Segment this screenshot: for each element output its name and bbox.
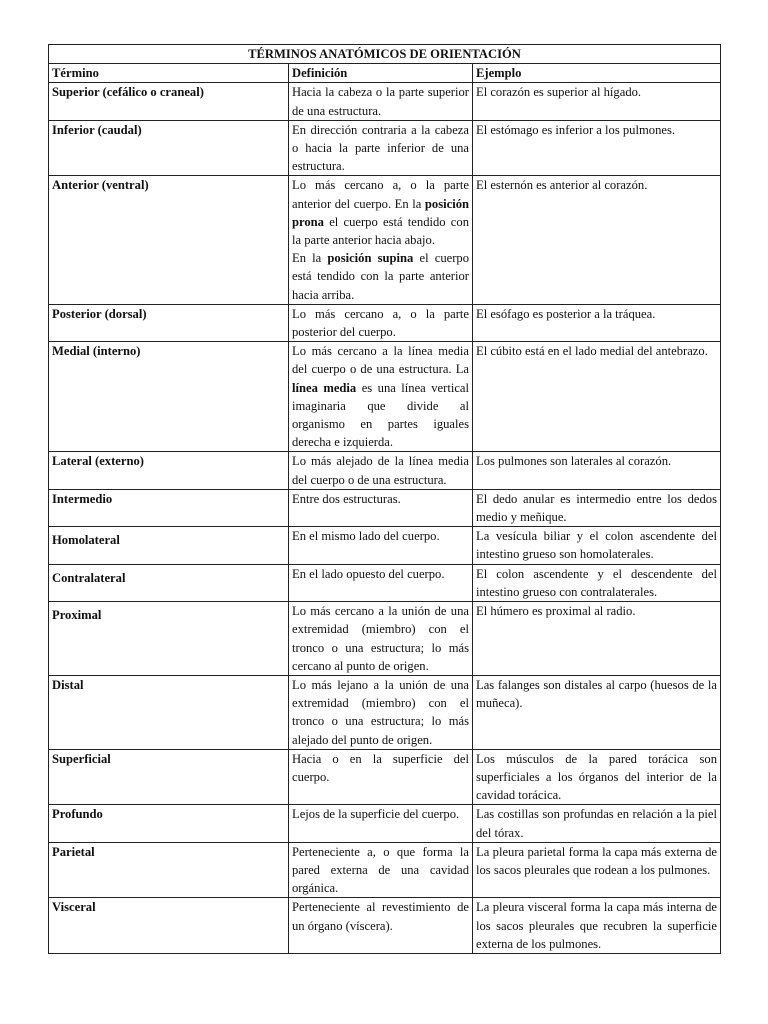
table-row	[49, 527, 721, 564]
definition-text: Lo más lejano a la unión de una extremidad (miembro) con el tronco o una estructura; lo más alejado del punto de origen.	[292, 677, 469, 747]
example-cell: Los músculos de la pared torácica son superficiales a los órganos del interior de la cavidad torácica.	[473, 749, 721, 805]
definition-text: el cuerpo está tendido con la parte anterior hacia abajo.	[292, 214, 469, 248]
example-cell: El húmero es proximal al radio.	[473, 602, 721, 676]
table-row	[49, 805, 721, 842]
definition-text: Lo más alejado de la línea media del cuerpo o de una estructura.	[292, 454, 469, 487]
definition-text: En el lado opuesto del cuerpo.	[292, 566, 445, 581]
definition-text: Lejos de la superficie del cuerpo.	[292, 807, 460, 822]
table-row	[49, 342, 721, 452]
table-row	[49, 452, 721, 489]
term-cell: Intermedio	[49, 489, 289, 526]
table-row	[49, 564, 721, 601]
definition-cell	[289, 83, 473, 120]
definition-cell	[289, 564, 473, 601]
example-cell: La pleura parietal forma la capa más externa de los sacos pleurales que rodean a los pulmones.	[473, 842, 721, 898]
definition-cell	[289, 176, 473, 304]
table-row	[49, 749, 721, 805]
example-cell: Los pulmones son laterales al corazón.	[473, 452, 721, 489]
term-cell: Proximal	[49, 602, 289, 676]
table-title-row	[49, 45, 721, 64]
term-cell: Posterior (dorsal)	[49, 304, 289, 341]
definition-cell	[289, 749, 473, 805]
table-body	[49, 83, 721, 954]
definition-text: Hacia o en la superficie del cuerpo.	[292, 751, 469, 784]
example-cell: Las costillas son profundas en relación a la piel del tórax.	[473, 805, 721, 842]
definition-cell	[289, 842, 473, 898]
header-term: Término	[49, 64, 289, 83]
term-cell: Medial (interno)	[49, 342, 289, 452]
table-row	[49, 489, 721, 526]
example-cell: El esófago es posterior a la tráquea.	[473, 304, 721, 341]
table-row	[49, 304, 721, 341]
definition-cell	[289, 120, 473, 176]
table-row	[49, 83, 721, 120]
definition-cell	[289, 675, 473, 749]
definition-bold-text: posición prona	[292, 196, 469, 229]
definition-cell	[289, 898, 473, 954]
header-example: Ejemplo	[473, 64, 721, 83]
definition-cell	[289, 602, 473, 676]
term-cell: Superficial	[49, 749, 289, 805]
definition-text: Hacia la cabeza o la parte superior de una estructura.	[292, 85, 469, 118]
table-title: TÉRMINOS ANATÓMICOS DE ORIENTACIÓN	[49, 45, 721, 64]
example-cell: El corazón es superior al hígado.	[473, 83, 721, 120]
term-cell: Homolateral	[49, 527, 289, 564]
example-cell: La pleura visceral forma la capa más interna de los sacos pleurales que recubren la superficie externa de los pulmones.	[473, 898, 721, 954]
definition-bold-text: posición supina	[327, 251, 414, 266]
table-row	[49, 675, 721, 749]
definition-text: Lo más cercano a, o la parte posterior del cuerpo.	[292, 306, 469, 340]
term-cell: Anterior (ventral)	[49, 176, 289, 304]
definition-text: el cuerpo está tendido con la parte anterior hacia arriba.	[292, 251, 469, 302]
definition-text: Lo más cercano a la unión de una extremidad (miembro) con el tronco o una estructura; lo más cercano al punto de origen.	[292, 604, 469, 673]
example-cell: La vesícula biliar y el colon ascendente del intestino grueso son homolaterales.	[473, 527, 721, 564]
definition-cell	[289, 489, 473, 526]
definition-cell	[289, 304, 473, 341]
definition-cell	[289, 342, 473, 452]
definition-bold-text: línea media	[292, 380, 357, 395]
term-cell: Superior (cefálico o craneal)	[49, 83, 289, 120]
definition-text: En la	[292, 251, 328, 266]
definition-cell	[289, 805, 473, 842]
table-row	[49, 898, 721, 954]
term-cell: Visceral	[49, 898, 289, 954]
table-row	[49, 120, 721, 176]
term-cell: Lateral (externo)	[49, 452, 289, 489]
term-cell: Inferior (caudal)	[49, 120, 289, 176]
term-cell: Contralateral	[49, 564, 289, 601]
table-row	[49, 602, 721, 676]
example-cell: El colon ascendente y el descendente del intestino grueso con contralaterales.	[473, 564, 721, 601]
example-cell: Las falanges son distales al carpo (huesos de la muñeca).	[473, 675, 721, 749]
definition-text: Lo más cercano a la línea media del cuerpo o de una estructura. La	[292, 344, 469, 377]
definition-text: En dirección contraria a la cabeza o hacia la parte inferior de una estructura.	[292, 122, 469, 174]
example-cell: El estómago es inferior a los pulmones.	[473, 120, 721, 176]
definition-cell	[289, 452, 473, 489]
term-cell: Profundo	[49, 805, 289, 842]
example-cell: El cúbito está en el lado medial del antebrazo.	[473, 342, 721, 452]
term-cell: Parietal	[49, 842, 289, 898]
definition-text: Entre dos estructuras.	[292, 491, 401, 506]
example-cell: El dedo anular es intermedio entre los dedos medio y meñique.	[473, 489, 721, 526]
definition-text: Lo más cercano a, o la parte anterior del cuerpo. En la	[292, 178, 469, 211]
definition-text: es una línea vertical imaginaria que divide al organismo en partes iguales derecha e izquierda.	[292, 380, 469, 450]
definition-text: En el mismo lado del cuerpo.	[292, 529, 440, 544]
table-row	[49, 842, 721, 898]
document-page	[48, 44, 720, 954]
definition-text: Perteneciente al revestimiento de un órgano (víscera).	[292, 900, 469, 933]
example-cell: El esternón es anterior al corazón.	[473, 176, 721, 304]
table-row	[49, 176, 721, 304]
definition-cell	[289, 527, 473, 564]
orientation-terms-table	[48, 44, 721, 954]
term-cell: Distal	[49, 675, 289, 749]
table-header-row	[49, 64, 721, 83]
header-definition: Definición	[289, 64, 473, 83]
definition-text: Perteneciente a, o que forma la pared externa de una cavidad orgánica.	[292, 844, 469, 896]
